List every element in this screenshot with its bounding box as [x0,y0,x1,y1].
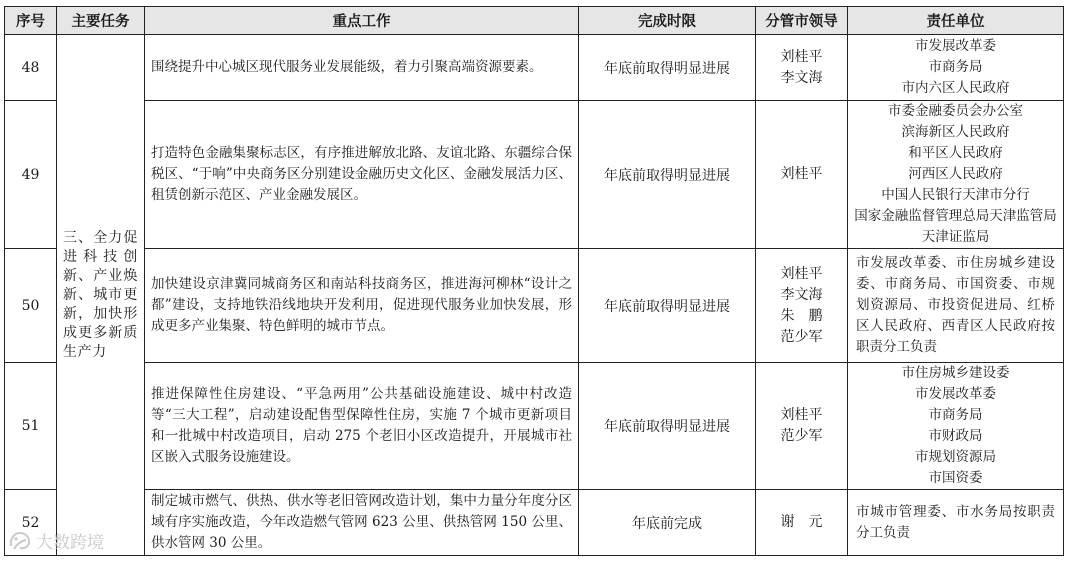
unit-name: 河西区人民政府 [908,166,1003,182]
table-row [5,363,1064,490]
deadline-cell: 年底前取得明显进展 [579,101,756,249]
leader-name: 李文海 [780,69,823,86]
leader-name: 朱 鹏 [780,307,823,324]
unit-name: 国家金融监督管理总局天津监管局 [854,208,1057,224]
responsible-unit-cell [848,101,1064,249]
header-main-task: 主要任务 [57,7,145,35]
header-row [5,7,1064,35]
leader-cell [756,490,848,556]
header-index: 序号 [5,7,57,35]
key-work-cell: 打造特色金融集聚标志区，有序推进解放北路、友谊北路、东疆综合保税区、“于响”中央商务区分别建设金融历史文化区、金融发展活力区、租赁创新示范区、产业金融发展区。 [145,101,579,249]
header-responsible-unit: 责任单位 [848,7,1064,35]
table-row [5,249,1064,363]
leader-name: 刘桂平 [780,407,823,423]
unit-name: 市财政局 [928,428,983,444]
leader-cell [756,35,848,101]
row-number: 50 [5,249,57,363]
key-work-cell: 围绕提升中心城区现代服务业发展能级，着力引聚高端资源要素。 [145,35,579,101]
table-row [5,101,1064,249]
unit-name: 市委金融委员会办公室 [888,103,1023,119]
unit-name: 市国资委 [928,470,983,486]
deadline-cell: 年底前取得明显进展 [579,35,756,101]
row-number: 51 [5,363,57,490]
unit-name: 市住房城乡建设委 [901,365,1010,381]
unit-name: 中国人民银行天津市分行 [881,187,1030,203]
row-number: 49 [5,101,57,249]
leader-cell [756,363,848,490]
leader-name: 范少军 [780,428,823,444]
key-work-cell: 加快建设京津冀同城商务区和南站科技商务区，推进海河柳林“设计之都”建设，支持地铁沿线地块开发利用，促进现代服务业加快发展，形成更多产业集聚、特色鲜明的城市节点。 [145,249,579,363]
unit-name: 市发展改革委 [915,386,996,402]
key-work-cell: 推进保障性住房建设、“平急两用”公共基础设施建设、城中村改造等“三大工程”，启动建设配售型保障性住房，实施 7 个城市更新项目和一批城中村改造项目，启动 275 个老旧小区改造提升，开展城市社区嵌入式服务设施建设。 [145,363,579,490]
work-table [4,6,1064,556]
table-row [5,35,1064,101]
leader-name: 刘桂平 [780,166,823,182]
leader-name: 刘桂平 [780,48,823,65]
unit-name: 市发展改革委 [915,38,996,54]
leader-name: 谢 元 [780,514,823,530]
leader-cell [756,249,848,363]
responsible-unit-cell [848,35,1064,101]
unit-name: 市商务局 [928,407,983,423]
header-deadline: 完成时限 [579,7,756,35]
unit-name: 市商务局 [928,59,983,75]
key-work-cell: 制定城市燃气、供热、供水等老旧管网改造计划，集中力量分年度分区域有序实施改造，今年改造燃气管网 623 公里、供热管网 150 公里、供水管网 30 公里。 [145,490,579,556]
deadline-cell: 年底前完成 [579,490,756,556]
unit-name: 市规划资源局 [915,449,996,465]
header-key-work: 重点工作 [145,7,579,35]
watermark-logo-icon [8,530,32,552]
unit-name: 和平区人民政府 [908,145,1003,161]
unit-name: 滨海新区人民政府 [901,124,1010,140]
leader-name: 李文海 [780,286,823,303]
table-row [5,490,1064,556]
watermark-text: 大数跨境 [36,533,104,553]
row-number: 52 [5,490,57,556]
leader-name: 刘桂平 [780,265,823,282]
row-number: 48 [5,35,57,101]
leader-name: 范少军 [780,328,823,345]
header-leader: 分管市领导 [756,7,848,35]
leader-cell [756,101,848,249]
responsible-unit-cell: 市发展改革委、市住房城乡建设委、市商务局、市国资委、市规划资源局、市投资促进局、红桥区人民政府、西青区人民政府按职责分工负责 [848,249,1064,363]
deadline-cell: 年底前取得明显进展 [579,363,756,490]
main-task-cell [57,35,145,556]
deadline-cell: 年底前取得明显进展 [579,249,756,363]
unit-name: 天津证监局 [921,229,990,245]
unit-name: 市内六区人民政府 [901,80,1010,96]
main-task-text: 三、全力促进科技创新、产业焕新、城市更新，加快形成更多新质生产力 [63,229,138,360]
responsible-unit-cell [848,363,1064,490]
responsible-unit-cell: 市城市管理委、市水务局按职责分工负责 [848,490,1064,556]
watermark [8,528,104,553]
